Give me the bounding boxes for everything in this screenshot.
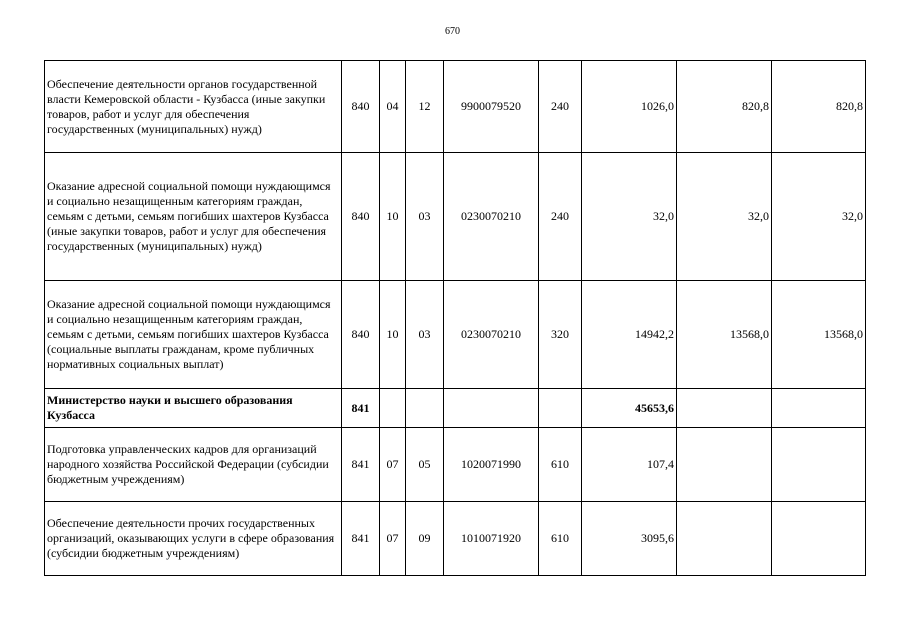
- row-name: Подготовка управленческих кадров для организаций народного хозяйства Российской Федерации (субсидии бюджетным учреждениям): [45, 428, 342, 502]
- cell-sum-2: [677, 428, 772, 502]
- cell-sum-1: 107,4: [582, 428, 677, 502]
- cell-sum-2: 820,8: [677, 61, 772, 153]
- cell-sum-1: 1026,0: [582, 61, 677, 153]
- budget-table: [44, 60, 866, 576]
- cell-pr: 03: [406, 281, 444, 389]
- table-row: [45, 281, 866, 389]
- cell-ved: 840: [342, 61, 380, 153]
- row-name: Министерство науки и высшего образования Кузбасса: [45, 389, 342, 428]
- cell-csr: 1010071920: [444, 502, 539, 576]
- table-row: [45, 389, 866, 428]
- cell-sum-3: [772, 428, 866, 502]
- table-row: [45, 502, 866, 576]
- cell-sum-2: [677, 389, 772, 428]
- cell-sum-3: 13568,0: [772, 281, 866, 389]
- row-name: Оказание адресной социальной помощи нуждающимся и социально незащищенным категориям граждан, семьям с детьми, семьям погибших шахтеров Кузбасса (иные закупки товаров, работ и услуг для обеспечения государственных (муниципальных) нужд): [45, 153, 342, 281]
- cell-sum-2: 13568,0: [677, 281, 772, 389]
- cell-rz: 07: [380, 428, 406, 502]
- cell-ved: 841: [342, 428, 380, 502]
- cell-csr: 0230070210: [444, 153, 539, 281]
- cell-sum-3: 32,0: [772, 153, 866, 281]
- cell-vr: 240: [539, 61, 582, 153]
- cell-rz: [380, 389, 406, 428]
- cell-vr: 610: [539, 428, 582, 502]
- cell-ved: 841: [342, 502, 380, 576]
- cell-rz: 10: [380, 153, 406, 281]
- cell-sum-1: 32,0: [582, 153, 677, 281]
- cell-vr: [539, 389, 582, 428]
- cell-csr: 9900079520: [444, 61, 539, 153]
- row-name: Обеспечение деятельности органов государственной власти Кемеровской области - Кузбасса (иные закупки товаров, работ и услуг для обеспечения государственных (муниципальных) нужд): [45, 61, 342, 153]
- row-name: Обеспечение деятельности прочих государственных организаций, оказывающих услуги в сфере образования (субсидии бюджетным учреждениям): [45, 502, 342, 576]
- cell-csr: 1020071990: [444, 428, 539, 502]
- cell-ved: 840: [342, 153, 380, 281]
- cell-vr: 240: [539, 153, 582, 281]
- cell-pr: [406, 389, 444, 428]
- cell-vr: 610: [539, 502, 582, 576]
- cell-pr: 12: [406, 61, 444, 153]
- row-name: Оказание адресной социальной помощи нуждающимся и социально незащищенным категориям граждан, семьям с детьми, семьям погибших шахтеров Кузбасса (социальные выплаты гражданам, кроме публичных нормативных социальных выплат): [45, 281, 342, 389]
- cell-rz: 10: [380, 281, 406, 389]
- cell-pr: 09: [406, 502, 444, 576]
- cell-rz: 04: [380, 61, 406, 153]
- cell-pr: 05: [406, 428, 444, 502]
- cell-sum-3: [772, 389, 866, 428]
- cell-sum-1: 3095,6: [582, 502, 677, 576]
- cell-sum-2: 32,0: [677, 153, 772, 281]
- cell-ved: 840: [342, 281, 380, 389]
- cell-sum-1: 14942,2: [582, 281, 677, 389]
- cell-sum-3: [772, 502, 866, 576]
- cell-rz: 07: [380, 502, 406, 576]
- cell-sum-3: 820,8: [772, 61, 866, 153]
- cell-vr: 320: [539, 281, 582, 389]
- table-row: [45, 153, 866, 281]
- cell-csr: [444, 389, 539, 428]
- table-row: [45, 61, 866, 153]
- cell-csr: 0230070210: [444, 281, 539, 389]
- cell-pr: 03: [406, 153, 444, 281]
- cell-ved: 841: [342, 389, 380, 428]
- page-number: 670: [445, 26, 460, 37]
- cell-sum-2: [677, 502, 772, 576]
- cell-sum-1: 45653,6: [582, 389, 677, 428]
- table-row: [45, 428, 866, 502]
